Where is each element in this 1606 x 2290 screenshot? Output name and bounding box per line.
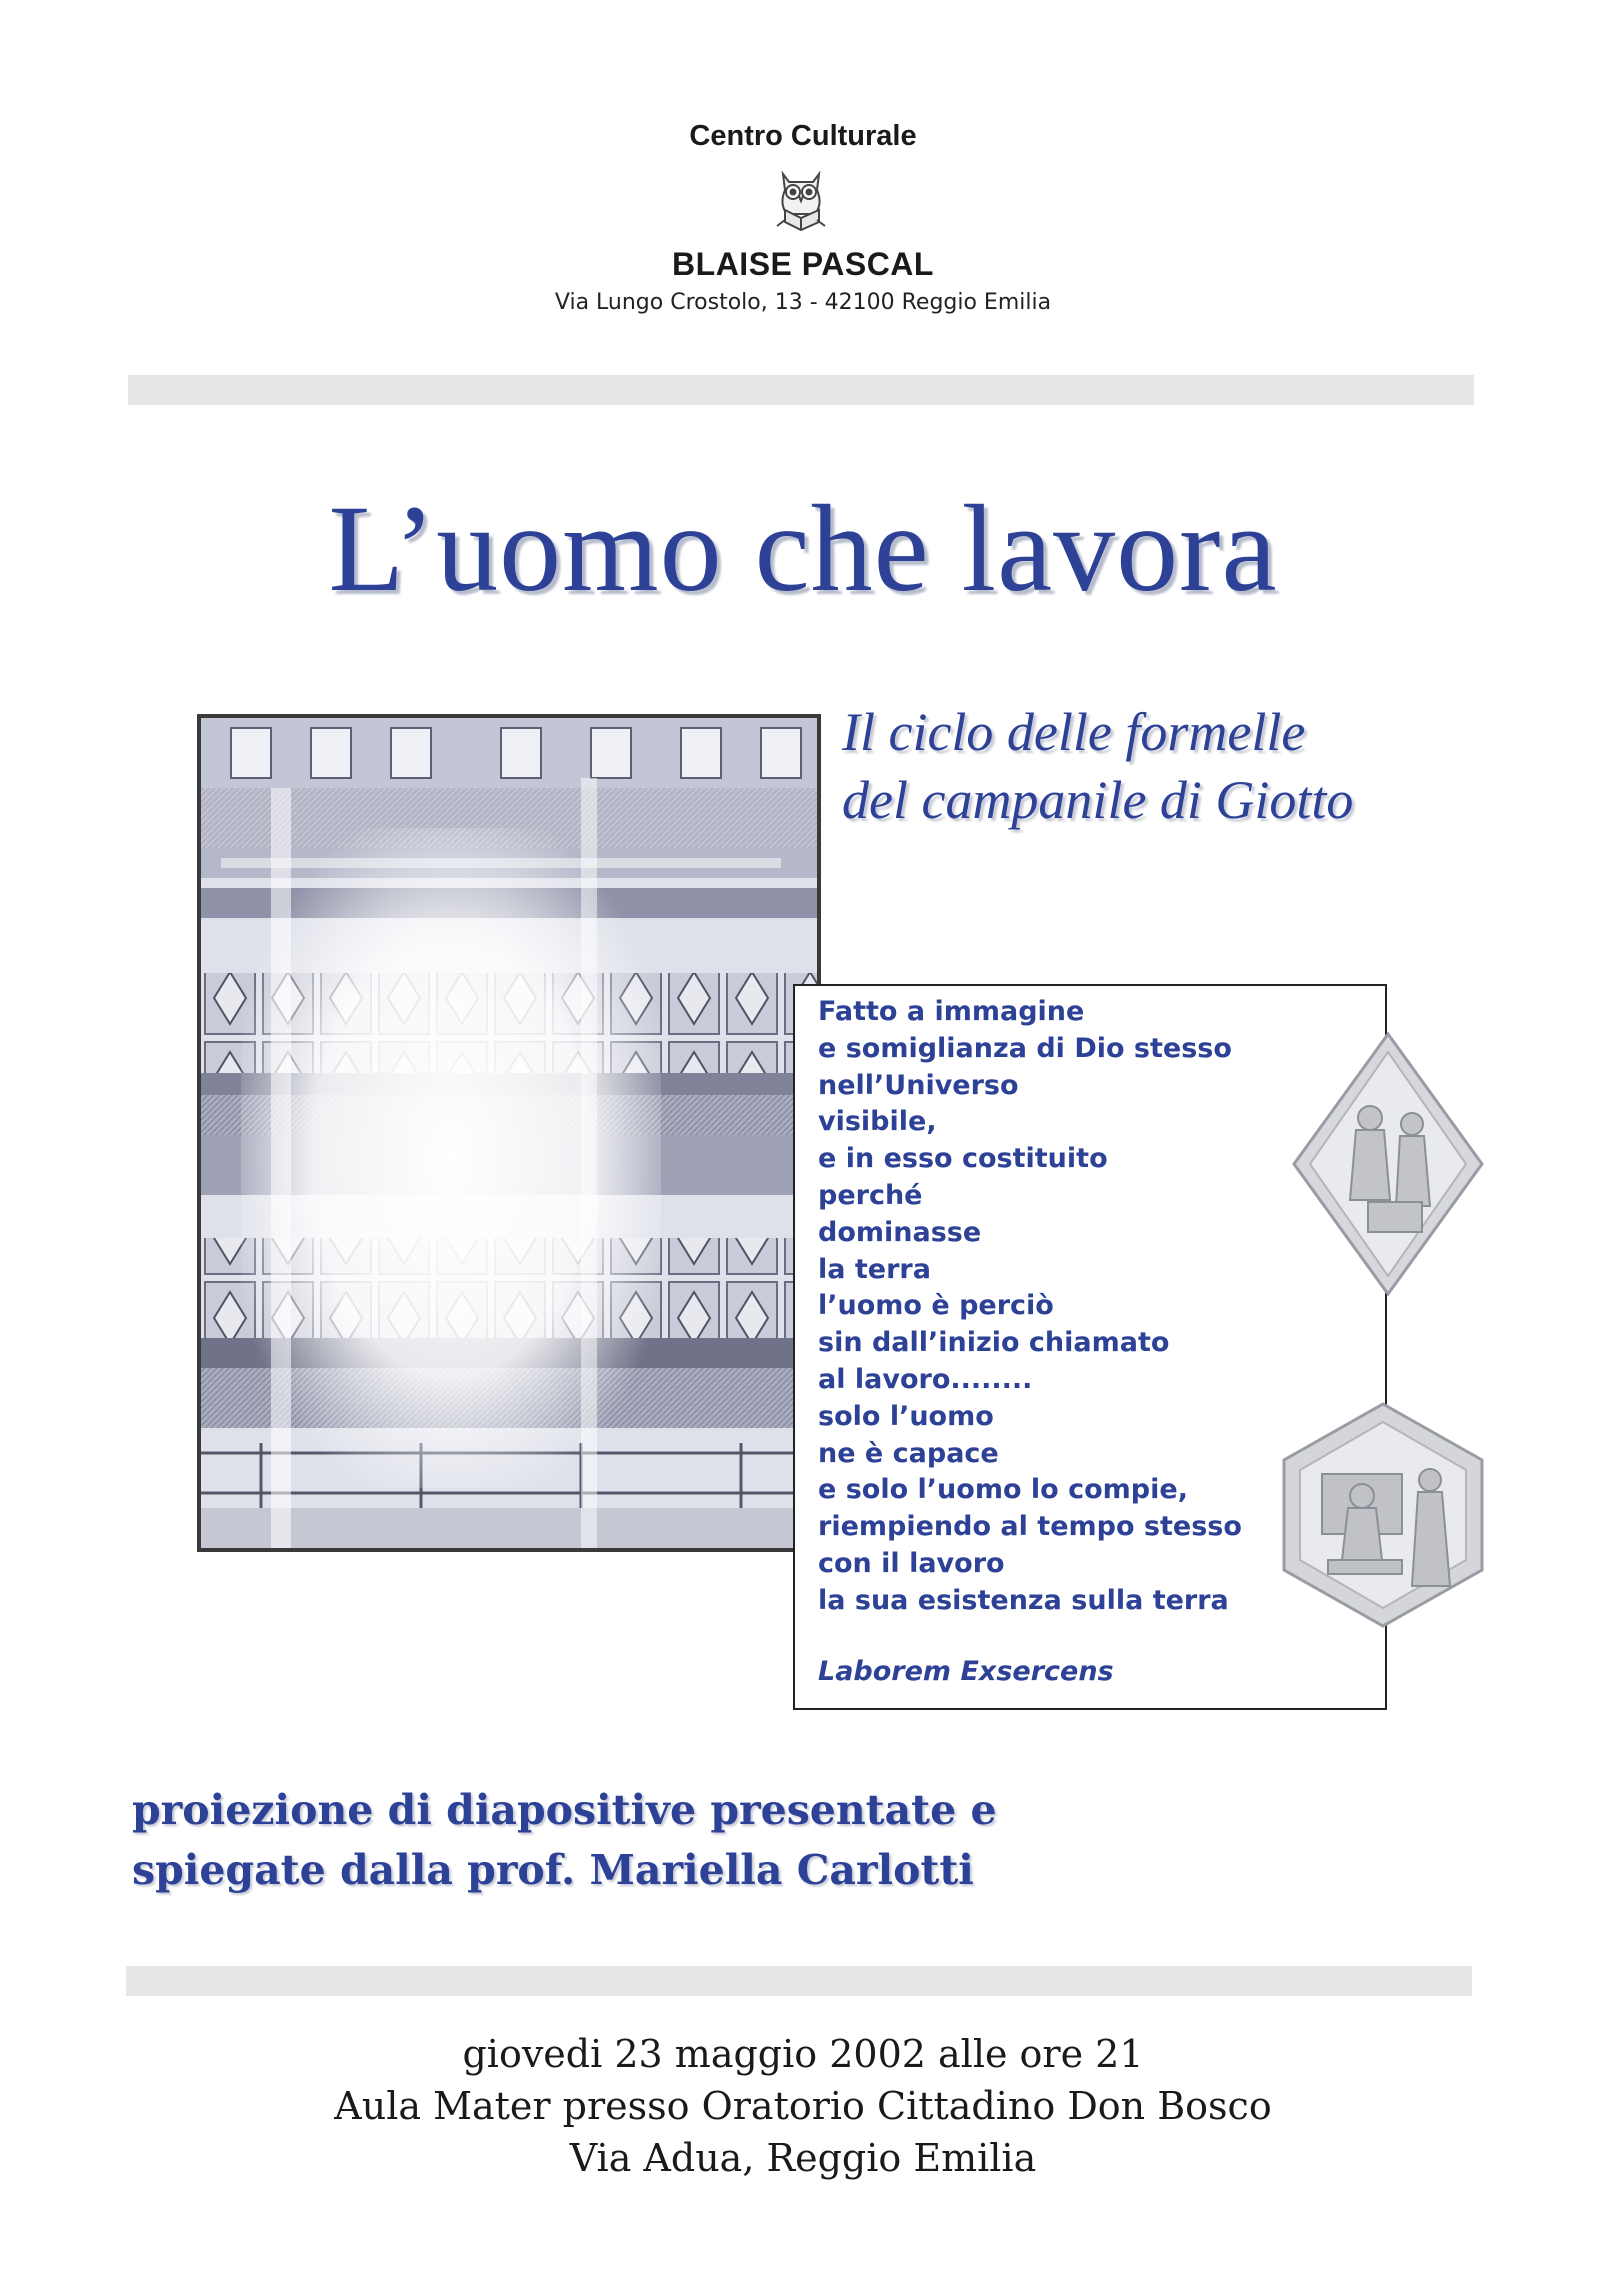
quote-line: solo l’uomo (818, 1400, 994, 1432)
quote-line: e in esso costituito (818, 1143, 1108, 1175)
quote-line: sin dall’inizio chiamato (818, 1327, 1170, 1359)
quote-source: Laborem Exsercens (818, 1656, 1114, 1687)
quote-line: e somiglianza di Dio stesso (818, 1032, 1232, 1064)
event-details (0, 2028, 1606, 2184)
quote-line: visibile, (818, 1106, 937, 1138)
quote-line: e solo l’uomo lo compie, (818, 1474, 1188, 1506)
quote-line: perché (818, 1179, 923, 1211)
subtitle-line: del campanile di Giotto (842, 770, 1354, 830)
quote-line: la terra (818, 1253, 931, 1285)
top-divider (128, 375, 1474, 405)
quote-line: dominasse (818, 1216, 982, 1248)
event-date: giovedi 23 maggio 2002 alle ore 21 (462, 2032, 1144, 2076)
page-title: L’uomo che lavora (328, 480, 1278, 617)
event-venue: Aula Mater presso Oratorio Cittadino Don Bosco (334, 2084, 1272, 2128)
subtitle (842, 698, 1542, 834)
quote-text (818, 994, 1298, 1620)
organization-label: Centro Culturale (689, 120, 917, 152)
quote-line: la sua esistenza sulla terra (818, 1584, 1229, 1616)
subtitle-line: Il ciclo delle formelle (842, 702, 1306, 762)
quote-line: nell’Universo (818, 1069, 1019, 1101)
organization-name: BLAISE PASCAL (672, 246, 934, 282)
lecture-line: proiezione di diapositive presentate e (132, 1786, 997, 1834)
hexagon-relief-image (1278, 1400, 1488, 1630)
quote-line: al lavoro........ (818, 1363, 1033, 1395)
lecture-info (132, 1780, 1232, 1900)
quote-line: ne è capace (818, 1437, 999, 1469)
campanile-photo (197, 714, 821, 1552)
quote-line: l’uomo è perciò (818, 1290, 1054, 1322)
diamond-relief-image (1290, 1030, 1486, 1298)
lecture-line: spiegate dalla prof. Mariella Carlotti (132, 1846, 974, 1894)
quote-line: con il lavoro (818, 1547, 1005, 1579)
owl-logo-icon (763, 160, 839, 236)
event-address: Via Adua, Reggio Emilia (569, 2136, 1037, 2180)
organization-address: Via Lungo Crostolo, 13 - 42100 Reggio Emilia (554, 290, 1052, 315)
quote-line: Fatto a immagine (818, 996, 1085, 1027)
quote-line: riempiendo al tempo stesso (818, 1511, 1242, 1543)
campanile-photo-image (201, 718, 817, 1548)
bottom-divider (126, 1966, 1472, 1996)
